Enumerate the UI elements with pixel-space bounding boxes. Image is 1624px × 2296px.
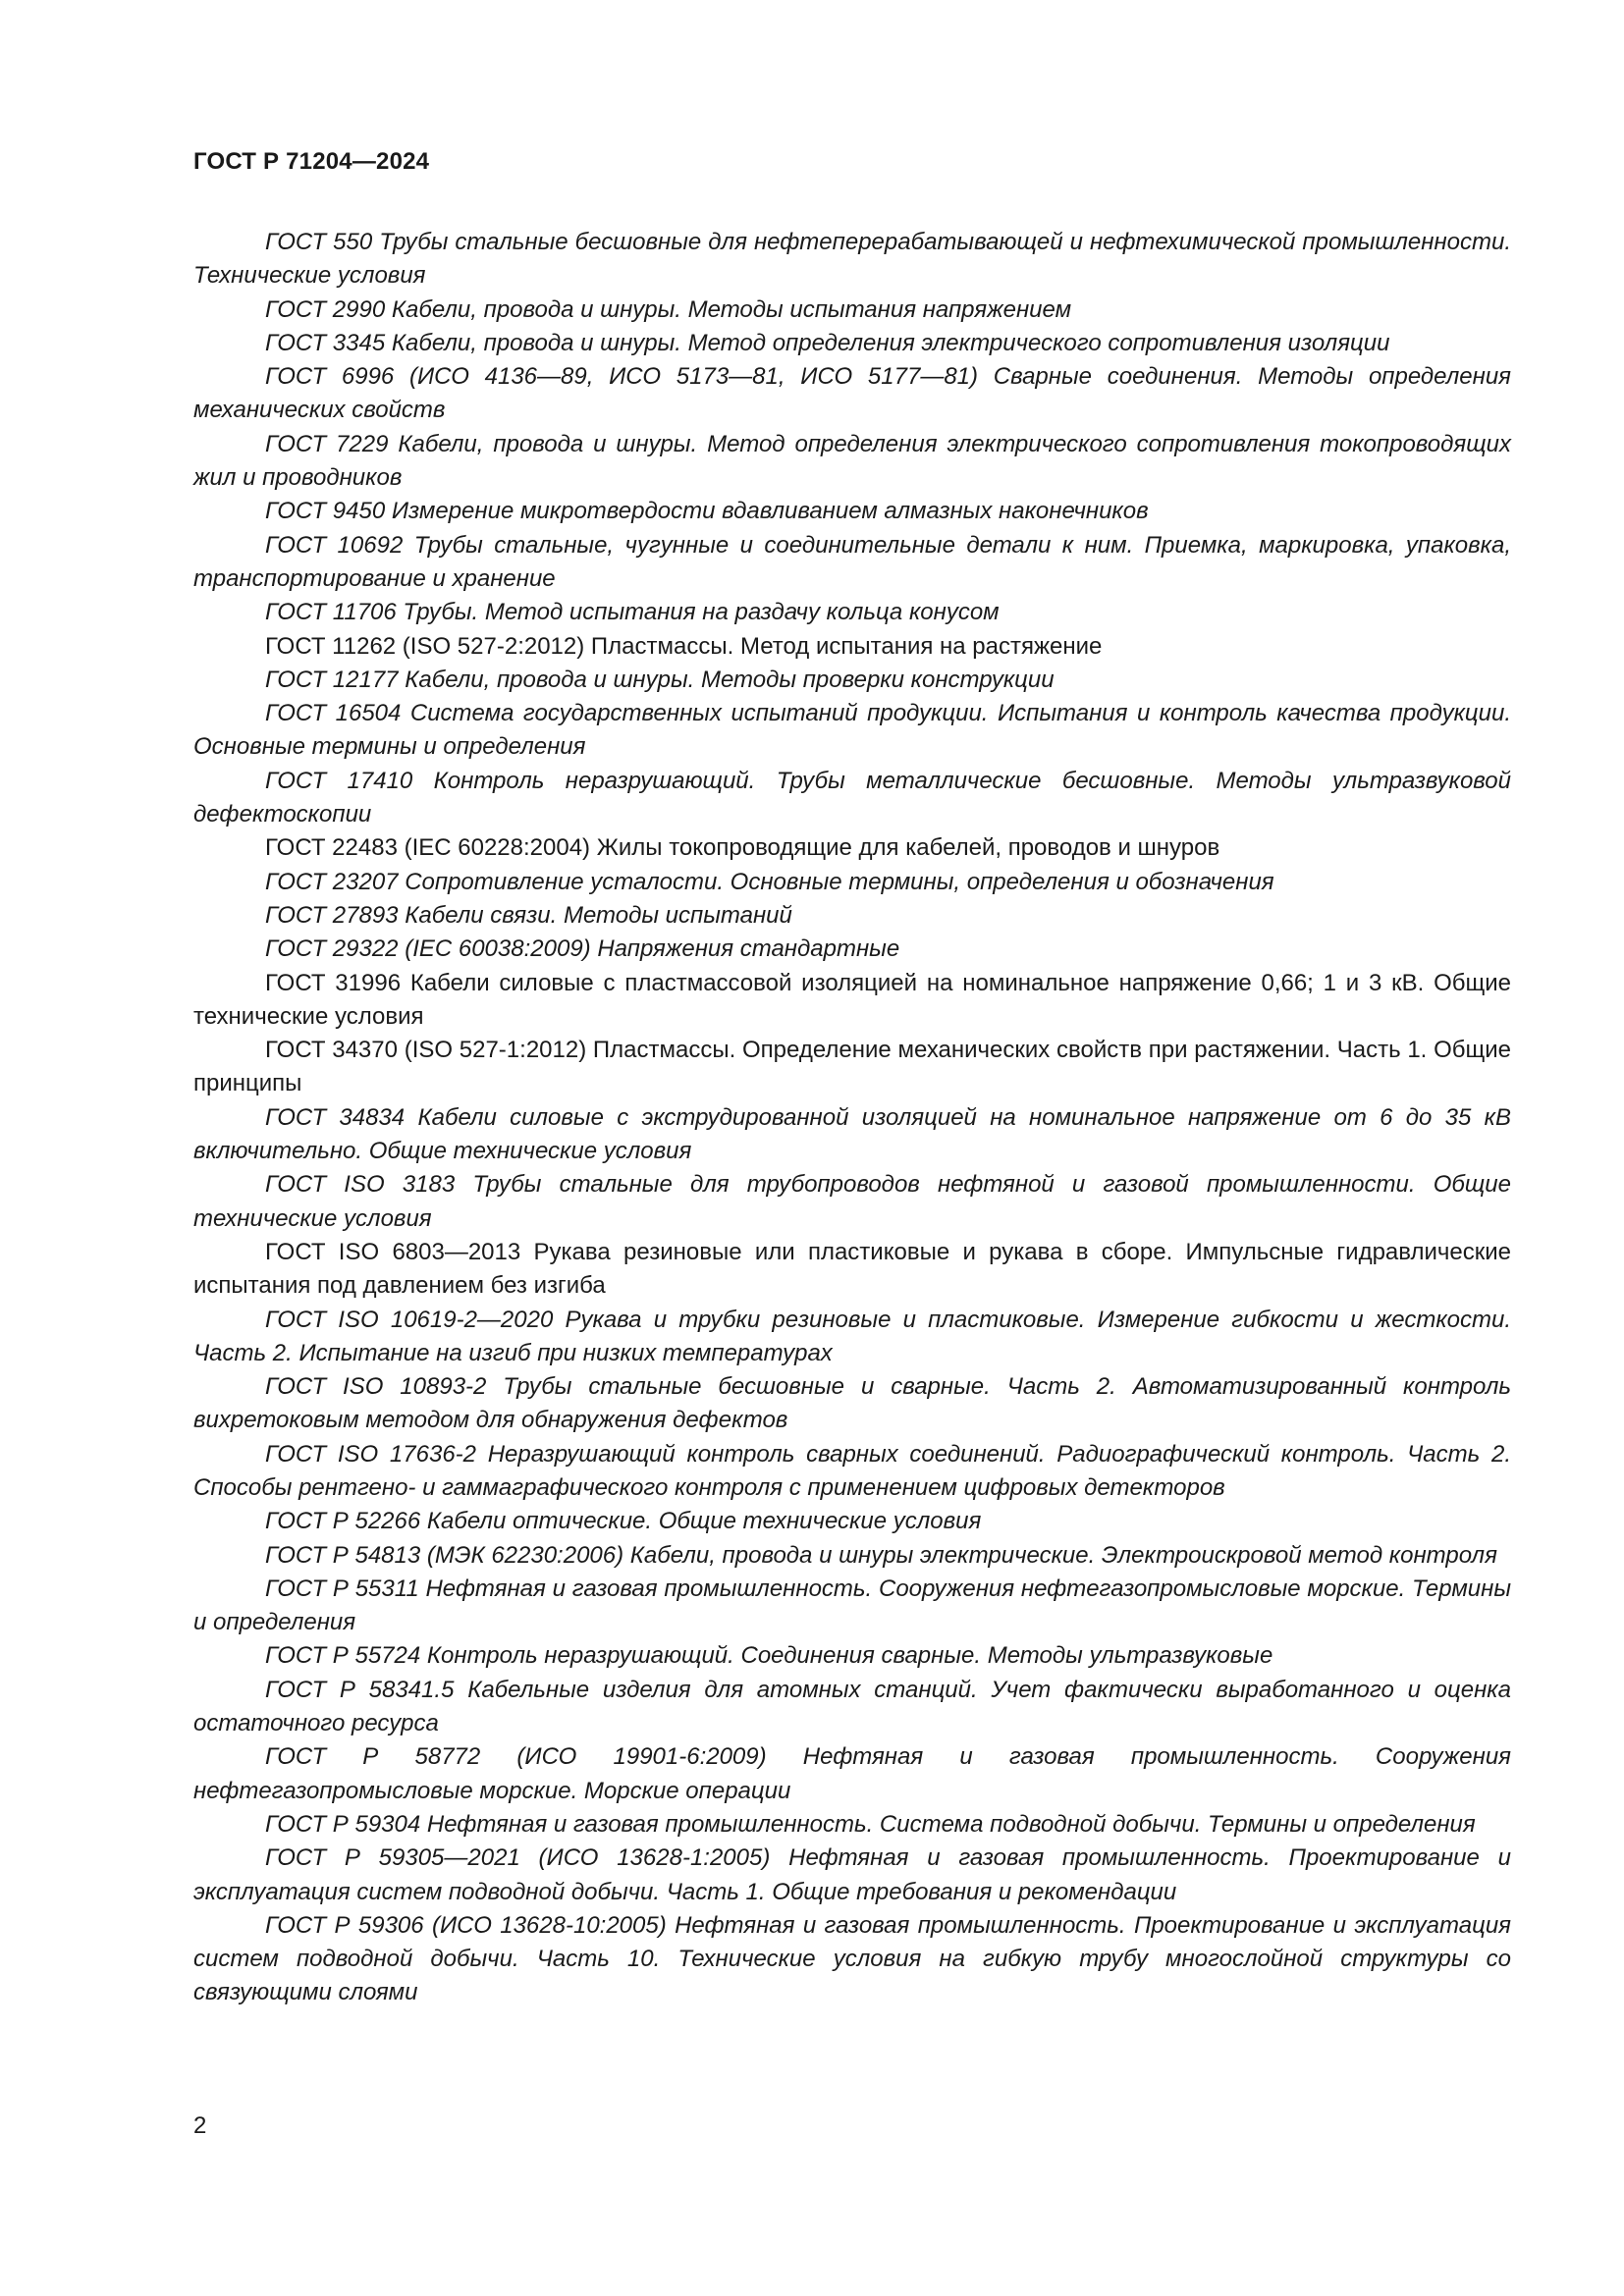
reference-entry: ГОСТ Р 52266 Кабели оптические. Общие технические условия — [265, 1508, 982, 1535]
reference-entry: ГОСТ 550 Трубы стальные бесшовные для нефтеперерабатывающей и нефтехимической промышленности. Технические условия — [193, 229, 1511, 290]
reference-entry: ГОСТ 3345 Кабели, провода и шнуры. Метод определения электрического сопротивления изоляции — [265, 329, 1390, 356]
reference-entry: ГОСТ Р 55724 Контроль неразрушающий. Соединения сварные. Методы ультразвуковые — [265, 1642, 1273, 1670]
reference-entry: ГОСТ ISO 6803—2013 Рукава резиновые или пластиковые и рукава в сборе. Импульсные гидравлические испытания под давлением без изгиба — [193, 1238, 1511, 1300]
reference-entry: ГОСТ 6996 (ИСО 4136—89, ИСО 5173—81, ИСО 5177—81) Сварные соединения. Методы определения механических свойств — [193, 363, 1511, 424]
reference-entry: ГОСТ 34370 (ISO 527-1:2012) Пластмассы. Определение механических свойств при растяжении. Часть 1. Общие принципы — [193, 1037, 1511, 1097]
document-header: ГОСТ Р 71204—2024 — [193, 148, 430, 175]
normative-references-list — [193, 226, 1511, 2010]
reference-entry: ГОСТ Р 54813 (МЭК 62230:2006) Кабели, провода и шнуры электрические. Электроискровой метод контроля — [265, 1541, 1497, 1569]
reference-entry: ГОСТ 16504 Система государственных испытаний продукции. Испытания и контроль качества продукции. Основные термины и определения — [193, 700, 1511, 761]
reference-entry: ГОСТ ISO 10893-2 Трубы стальные бесшовные и сварные. Часть 2. Автоматизированный контроль вихретоковым методом для обнаружения дефектов — [193, 1373, 1511, 1434]
reference-entry: ГОСТ Р 59305—2021 (ИСО 13628-1:2005) Нефтяная и газовая промышленность. Проектирование и эксплуатация систем подводной добычи. Часть 1. Общие требования и рекомендации — [193, 1844, 1511, 1905]
page-number: 2 — [193, 2112, 207, 2139]
reference-entry: ГОСТ Р 59304 Нефтяная и газовая промышленность. Система подводной добычи. Термины и определения — [265, 1810, 1476, 1838]
reference-entry: ГОСТ Р 59306 (ИСО 13628-10:2005) Нефтяная и газовая промышленность. Проектирование и эксплуатация систем подводной добычи. Часть 10. Технические условия на гибкую трубу многослойной структуры со связующими слоями — [193, 1911, 1511, 2006]
reference-entry: ГОСТ Р 58341.5 Кабельные изделия для атомных станций. Учет фактически выработанного и оценка остаточного ресурса — [193, 1676, 1511, 1737]
reference-entry: ГОСТ 29322 (IEC 60038:2009) Напряжения стандартные — [265, 935, 900, 963]
reference-entry: ГОСТ 11706 Трубы. Метод испытания на раздачу кольца конусом — [265, 599, 1000, 626]
reference-entry: ГОСТ Р 55311 Нефтяная и газовая промышленность. Сооружения нефтегазопромысловые морские. Термины и определения — [193, 1575, 1511, 1636]
reference-entry: ГОСТ ISO 10619-2—2020 Рукава и трубки резиновые и пластиковые. Измерение гибкости и жесткости. Часть 2. Испытание на изгиб при низких температурах — [193, 1306, 1511, 1366]
reference-entry: ГОСТ Р 58772 (ИСО 19901-6:2009) Нефтяная и газовая промышленность. Сооружения нефтегазопромысловые морские. Морские операции — [193, 1743, 1511, 1804]
reference-entry: ГОСТ 9450 Измерение микротвердости вдавливанием алмазных наконечников — [265, 498, 1149, 525]
reference-entry: ГОСТ 34834 Кабели силовые с экструдированной изоляцией на номинальное напряжение от 6 до 35 кВ включительно. Общие технические условия — [193, 1103, 1511, 1165]
reference-entry: ГОСТ 7229 Кабели, провода и шнуры. Метод определения электрического сопротивления токопроводящих жил и проводников — [193, 430, 1511, 492]
reference-entry: ГОСТ 11262 (ISO 527-2:2012) Пластмассы. Метод испытания на растяжение — [265, 632, 1103, 660]
reference-entry: ГОСТ ISO 17636-2 Неразрушающий контроль сварных соединений. Радиографический контроль. Часть 2. Способы рентгено- и гаммаграфического контроля с применением цифровых детекторов — [193, 1440, 1511, 1501]
reference-entry: ГОСТ 27893 Кабели связи. Методы испытаний — [265, 901, 792, 929]
reference-entry: ГОСТ 23207 Сопротивление усталости. Основные термины, определения и обозначения — [265, 868, 1274, 895]
reference-entry: ГОСТ 10692 Трубы стальные, чугунные и соединительные детали к ним. Приемка, маркировка, упаковка, транспортирование и хранение — [193, 531, 1511, 592]
reference-entry: ГОСТ 22483 (IEC 60228:2004) Жилы токопроводящие для кабелей, проводов и шнуров — [265, 834, 1220, 862]
reference-entry: ГОСТ 2990 Кабели, провода и шнуры. Методы испытания напряжением — [265, 295, 1072, 323]
reference-entry: ГОСТ 17410 Контроль неразрушающий. Трубы металлические бесшовные. Методы ультразвуковой дефектоскопии — [193, 767, 1511, 828]
reference-entry: ГОСТ ISO 3183 Трубы стальные для трубопроводов нефтяной и газовой промышленности. Общие технические условия — [193, 1171, 1511, 1232]
reference-entry: ГОСТ 31996 Кабели силовые с пластмассовой изоляцией на номинальное напряжение 0,66; 1 и 3 кВ. Общие технические условия — [193, 969, 1511, 1030]
reference-entry: ГОСТ 12177 Кабели, провода и шнуры. Методы проверки конструкции — [265, 666, 1055, 693]
